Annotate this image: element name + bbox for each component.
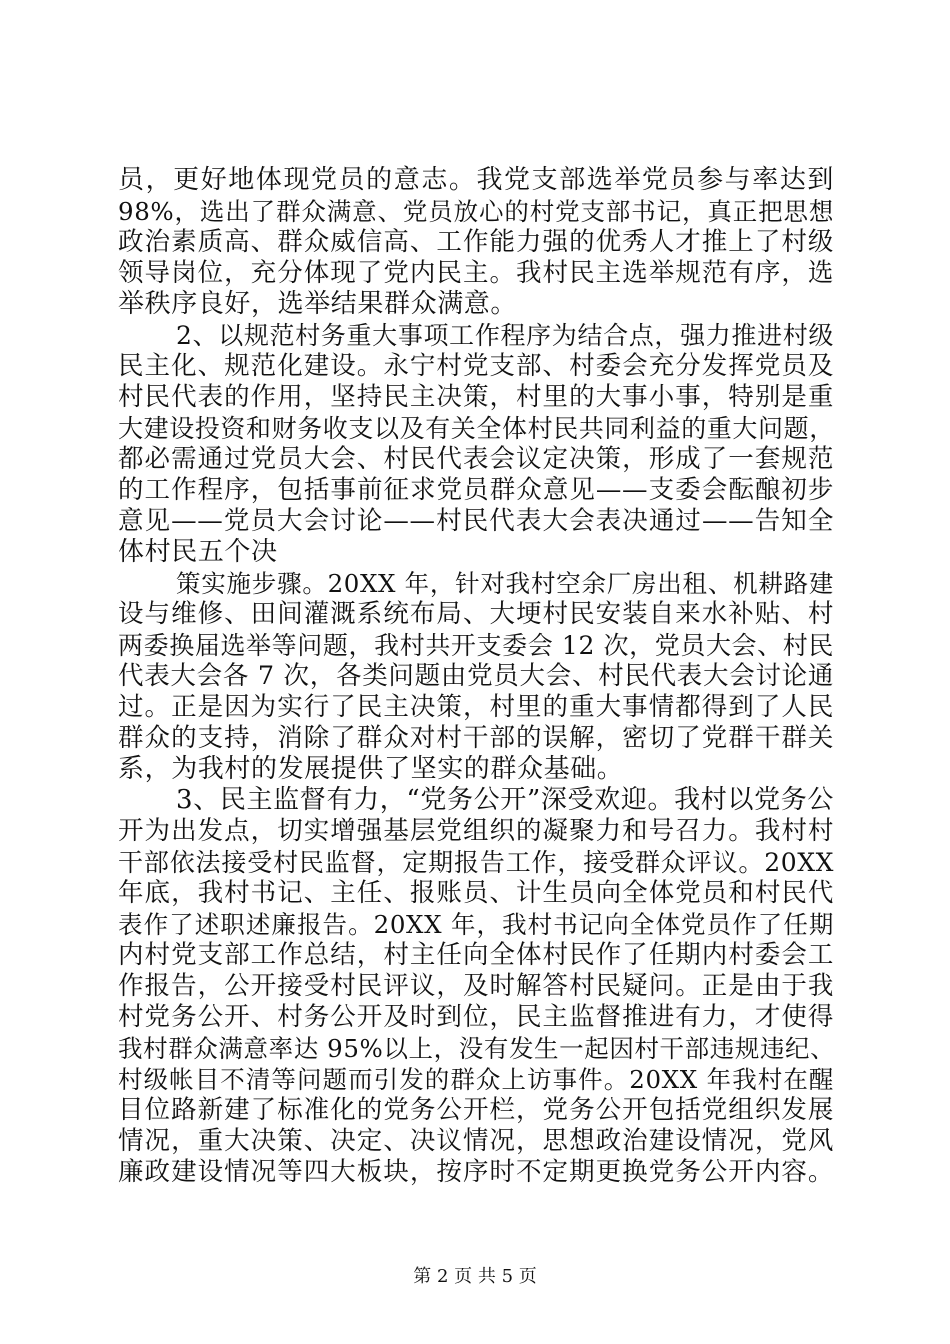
text-line: 民主化、规范化建设。永宁村党支部、村委会充分发挥党员及 xyxy=(118,351,834,381)
text-line: 员，更好地体现党员的意志。我党支部选举党员参与率达到 xyxy=(118,165,834,195)
text-line: 98%，选出了群众满意、党员放心的村党支部书记，真正把思想 xyxy=(118,197,834,226)
text-line: 大建设投资和财务收支以及有关全体村民共同利益的重大问题， xyxy=(118,414,835,443)
text-line: 开为出发点，切实增强基层党组织的凝聚力和号召力。我村村 xyxy=(118,816,834,846)
text-line: 干部依法接受村民监督，定期报告工作，接受群众评议。20XX xyxy=(118,848,834,877)
text-line: 两委换届选举等问题，我村共开支委会 12 次，党员大会、村民 xyxy=(118,631,834,660)
text-line: 廉政建设情况等四大板块，按序时不定期更换党务公开内容。 xyxy=(118,1157,834,1187)
text-line: 作报告，公开接受村民评议，及时解答村民疑问。正是由于我 xyxy=(118,971,834,1001)
text-line: 领导岗位，充分体现了党内民主。我村民主选举规范有序，选 xyxy=(118,258,834,288)
text-line: 村级帐目不清等问题而引发的群众上访事件。20XX 年我村在醒 xyxy=(118,1065,834,1094)
text-line: 政治素质高、群众威信高、工作能力强的优秀人才推上了村级 xyxy=(118,227,834,257)
document-body xyxy=(118,165,834,1188)
text-line: 表作了述职述廉报告。20XX 年，我村书记向全体党员作了任期 xyxy=(118,910,834,939)
page-number-footer: 第 2 页 共 5 页 xyxy=(413,1266,537,1287)
text-line: 策实施步骤。20XX 年，针对我村空余厂房出租、机耕路建 xyxy=(176,569,834,598)
text-line: 体村民五个决 xyxy=(118,537,278,567)
text-line: 2、以规范村务重大事项工作程序为结合点，强力推进村级 xyxy=(176,321,834,350)
text-line: 的工作程序，包括事前征求党员群众意见——支委会酝酿初步 xyxy=(118,475,834,505)
text-line: 村党务公开、村务公开及时到位，民主监督推进有力，才使得 xyxy=(118,1002,834,1032)
text-line: 村民代表的作用，坚持民主决策，村里的大事小事，特别是重 xyxy=(118,382,834,412)
text-line: 情况，重大决策、决定、决议情况，思想政治建设情况，党风 xyxy=(118,1126,834,1156)
text-line: 目位路新建了标准化的党务公开栏，党务公开包括党组织发展 xyxy=(118,1095,834,1125)
text-line: 代表大会各 7 次，各类问题由党员大会、村民代表大会讨论通 xyxy=(118,661,834,691)
text-line: 我村群众满意率达 95%以上，没有发生一起因村干部违规违纪、 xyxy=(118,1034,836,1063)
text-line: 设与维修、田间灌溉系统布局、大埂村民安装自来水补贴、村 xyxy=(118,599,834,629)
text-line: 过。正是因为实行了民主决策，村里的重大事情都得到了人民 xyxy=(118,692,834,722)
text-line: 都必需通过党员大会、村民代表会议定决策，形成了一套规范 xyxy=(118,444,834,474)
text-line: 3、民主监督有力，“党务公开”深受欢迎。我村以党务公 xyxy=(176,785,834,815)
text-line: 举秩序良好，选举结果群众满意。 xyxy=(118,289,518,319)
text-line: 群众的支持，消除了群众对村干部的误解，密切了党群干群关 xyxy=(118,723,834,753)
text-line: 年底，我村书记、主任、报账员、计生员向全体党员和村民代 xyxy=(118,878,834,908)
text-line: 系，为我村的发展提供了坚实的群众基础。 xyxy=(118,754,624,784)
text-line: 意见——党员大会讨论——村民代表大会表决通过——告知全 xyxy=(118,506,834,536)
text-line: 内村党支部工作总结，村主任向全体村民作了任期内村委会工 xyxy=(118,940,834,970)
